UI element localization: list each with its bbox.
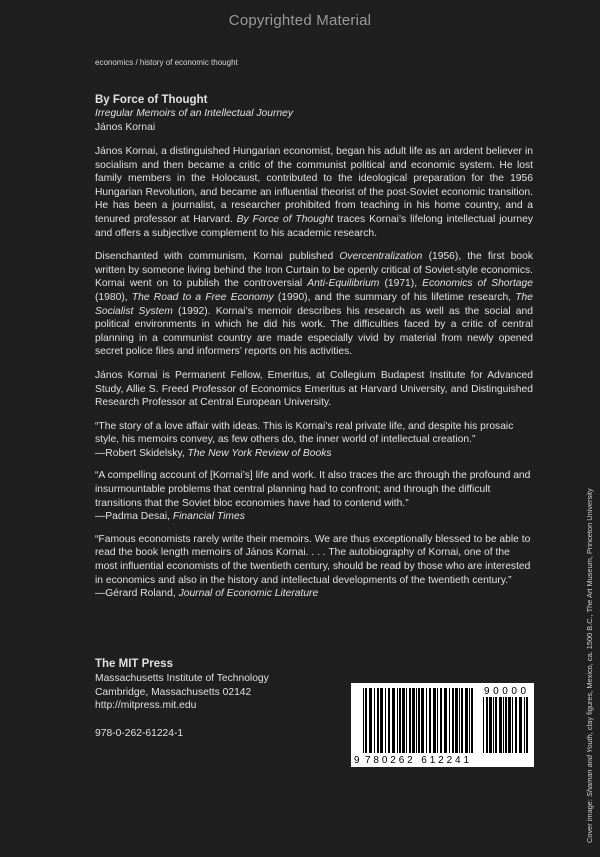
barcode-bar xyxy=(377,688,379,753)
barcode-bar xyxy=(406,688,407,753)
barcode-price-digits: 90000 xyxy=(484,686,526,697)
text-span: (1956), the first book written by someone living behind the Iron Curtain to be openly critical of Soviet-style economics. Kornai went on to publish the controversial xyxy=(95,251,533,290)
quote-attribution xyxy=(95,510,533,524)
barcode-graphic xyxy=(351,683,534,767)
barcode-lead-digit: 9 xyxy=(354,755,360,766)
barcode-bar xyxy=(392,688,395,753)
barcode-bar xyxy=(505,697,507,753)
barcode-bar xyxy=(429,688,431,753)
review-quote-1 xyxy=(95,420,533,461)
barcode-bar xyxy=(471,688,473,753)
barcode-bar xyxy=(449,688,450,753)
book-title-inline: Overcentralization xyxy=(339,251,423,263)
barcode-bar xyxy=(486,697,488,753)
publisher-institution: Massachusetts Institute of Technology xyxy=(95,673,269,684)
description-paragraph-2 xyxy=(95,250,533,359)
barcode-bar xyxy=(524,697,525,753)
book-title-inline: The Socialist System xyxy=(95,291,533,317)
barcode-bar xyxy=(512,697,513,753)
barcode-bar xyxy=(495,697,497,753)
barcode-bar xyxy=(437,688,438,753)
barcode-bar xyxy=(397,688,398,753)
barcode-bar xyxy=(374,688,375,753)
cover-image-credit xyxy=(585,488,594,843)
barcode-bar xyxy=(418,688,420,753)
quote-text: “Famous economists rarely write their memoirs. We are thus exceptionally blessed to be able to read the book length memoirs of János Kornai. . . . The autobiography of Kornai, one of the most influential economists of the twentieth century, should be read by those who are interested in economics and also in the history and intellectual developments of the twentieth century.” xyxy=(95,533,531,586)
barcode-bar xyxy=(519,697,522,753)
barcode-bar xyxy=(508,697,511,753)
back-cover-text xyxy=(95,93,533,610)
quote-text: “A compelling account of [Kornai’s] life and work. It also traces the arc through the profound and insurmountable problems that central planning had to confront; and through the difficult transitions that the Soviet bloc economies have had to contend with.” xyxy=(95,470,531,509)
barcode-bar xyxy=(409,688,411,753)
barcode-bar xyxy=(515,697,517,753)
book-title-inline: Economics of Shortage xyxy=(422,278,533,290)
barcode-bar xyxy=(416,688,417,753)
quote-author: —Gérard Roland, xyxy=(95,588,179,600)
publisher-name: The MIT Press xyxy=(95,658,173,670)
barcode-bar xyxy=(493,697,494,753)
text-span: , clay figures, Mexico, ca. 1500 B.C., The Art Museum, Princeton University xyxy=(585,488,594,735)
publisher-block xyxy=(95,657,325,740)
quote-attribution xyxy=(95,587,533,601)
barcode-bar xyxy=(399,688,401,753)
barcode-bar xyxy=(526,697,528,753)
barcode-bar xyxy=(469,688,470,753)
quote-author: —Robert Skidelsky, xyxy=(95,447,188,459)
book-subtitle: Irregular Memoirs of an Intellectual Journey xyxy=(95,108,294,119)
author-bio: János Kornai is Permanent Fellow, Emeritus, at Collegium Budapest Institute for Advanced Study, Allie S. Freed Professor of Economics Emeritus at Harvard University, and Distinguished Research Professor at Central European University. xyxy=(95,369,533,409)
quote-source: The New York Review of Books xyxy=(187,447,332,459)
quote-author: —Padma Desai, xyxy=(95,511,173,523)
barcode-bar xyxy=(363,688,364,753)
barcode-bar xyxy=(461,688,463,753)
barcode-bar xyxy=(421,688,424,753)
barcode-bar xyxy=(459,688,460,753)
barcode-bar xyxy=(433,688,436,753)
review-quote-2 xyxy=(95,469,533,523)
barcode-bar xyxy=(365,688,367,753)
quote-attribution xyxy=(95,447,533,461)
barcode-bar xyxy=(465,688,468,753)
barcode-bar xyxy=(426,688,427,753)
text-span: Disenchanted with communism, Kornai published xyxy=(95,251,340,263)
book-author: János Kornai xyxy=(95,122,156,133)
publisher-address: Cambridge, Massachusetts 02142 xyxy=(95,686,252,698)
barcode-bar xyxy=(388,688,390,753)
text-span: (1992). Kornai’s memoir describes his research as well as the social and political environments in which he did his work. The difficulties faced by a critic of central planning in a communist country are made especially vivid by material from newly opened secret police files and informers’ reports on his activities. xyxy=(95,305,533,358)
barcode-bar xyxy=(483,697,484,753)
review-quote-3 xyxy=(95,533,533,601)
barcode-bar xyxy=(503,697,504,753)
book-title-inline: Anti-Equilibrium xyxy=(307,278,380,290)
text-span: Cover image: xyxy=(585,796,594,843)
barcode-bar xyxy=(452,688,454,753)
barcode-digits: 780262 612241 xyxy=(365,755,469,766)
quote-text: “The story of a love affair with ideas. This is Kornai’s real private life, and despite his prosaic style, his memoirs convey, as few others do, the inner world of intellectual creation.” xyxy=(95,420,514,446)
text-span: János Kornai, a distinguished Hungarian economist, began his adult life as an ardent believer in socialism and then became a critic of the communist political and economic system. He lost family members in the Holocaust, contributed to the ideological preparation for the 1956 Hungarian Revolution, and became an influential theorist of the post-Soviet economic transition. He has been a journalist, a researcher prohibited from teaching in his home country, and a tenured professor at Harvard. xyxy=(95,146,533,225)
barcode-bar xyxy=(385,688,386,753)
book-title-inline: By Force of Thought xyxy=(236,213,334,225)
barcode-bar xyxy=(369,688,372,753)
price-barcode-bars xyxy=(483,697,528,753)
barcode-bar xyxy=(499,697,502,753)
text-span: (1980), xyxy=(95,291,132,303)
barcode-bar xyxy=(444,688,447,753)
barcode-bar xyxy=(440,688,442,753)
text-span: (1990), and the summary of his lifetime research, xyxy=(273,291,516,303)
isbn-barcode xyxy=(351,683,534,767)
isbn-number: 978-0-262-61224-1 xyxy=(95,727,184,739)
text-span: traces Kornai’s lifelong intellectual journey and offers a subjective complement to his academic research. xyxy=(95,213,534,239)
quote-source: Financial Times xyxy=(172,511,245,523)
barcode-bar xyxy=(489,697,492,753)
artwork-title: Shaman and Youth xyxy=(585,734,594,797)
category-label: economics / history of economic thought xyxy=(95,58,238,67)
book-title-inline: The Road to a Free Economy xyxy=(131,291,274,303)
barcode-bar xyxy=(402,688,405,753)
book-title: By Force of Thought xyxy=(95,94,208,106)
barcode-bars xyxy=(363,688,473,753)
barcode-bar xyxy=(380,688,383,753)
quote-source: Journal of Economic Literature xyxy=(178,588,319,600)
text-span: (1971), xyxy=(379,278,423,290)
barcode-bar xyxy=(412,688,415,753)
description-paragraph-1 xyxy=(95,145,533,240)
publisher-url[interactable]: http://mitpress.mit.edu xyxy=(95,700,197,711)
barcode-bar xyxy=(455,688,458,753)
copyright-watermark: Copyrighted Material xyxy=(228,12,372,29)
